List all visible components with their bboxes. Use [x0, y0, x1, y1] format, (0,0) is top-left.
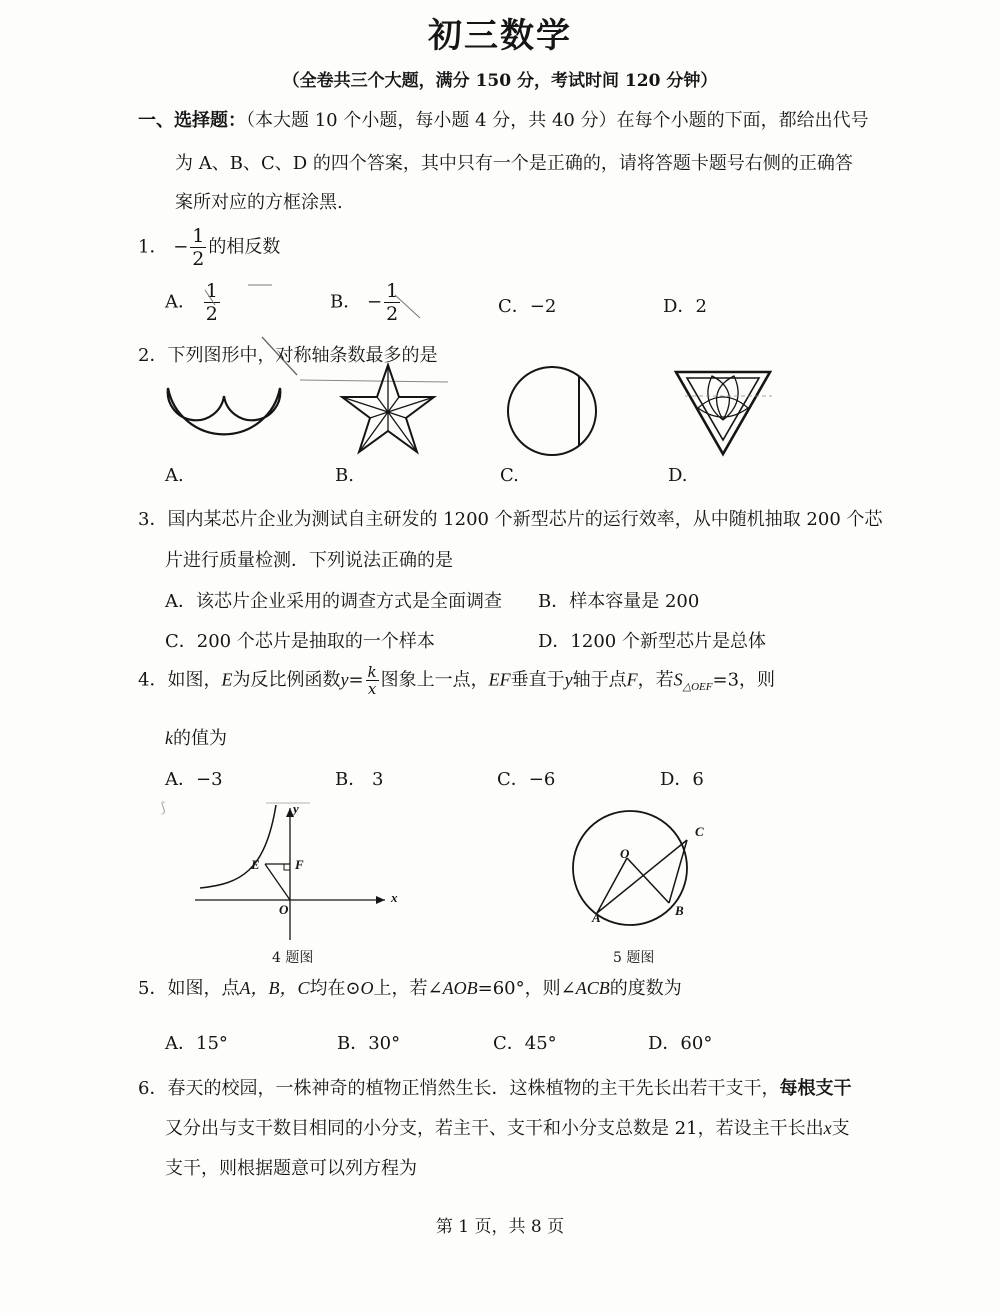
fraction-k-over-x — [366, 664, 379, 697]
denominator: 2 — [192, 248, 205, 270]
text: 轴于点 — [572, 669, 627, 691]
var-x: x — [823, 1118, 832, 1138]
figure-triangle-petals — [670, 362, 780, 462]
option-label: C． — [498, 296, 530, 317]
minus-sign: − — [173, 236, 189, 258]
text: 支 — [831, 1118, 850, 1139]
angle-AOB: AOB — [442, 978, 478, 998]
numerator: 1 — [192, 225, 205, 247]
denominator: 2 — [205, 303, 218, 325]
figure-circle-chord — [500, 360, 610, 465]
label-E: E — [251, 857, 260, 872]
question-text: 的相反数 — [208, 236, 281, 258]
text: 为反比例函数 — [232, 669, 341, 691]
question-text: 国内某芯片企业为测试自主研发的 1200 个新型芯片的运行效率，从中随机抽取 200 个芯 — [167, 509, 883, 530]
label-O: O — [279, 902, 289, 917]
label-O: O — [620, 846, 630, 861]
question-number: 5． — [138, 978, 168, 999]
pencil-scribble: ⟆ — [160, 800, 166, 816]
q5-option-b: B．30° — [337, 1033, 401, 1054]
q4-option-b: B． 3 — [335, 769, 384, 790]
option-value: 2 — [695, 296, 707, 317]
label-B: B — [675, 903, 684, 918]
question-6-line3: 支干，则根据题意可以列方程为 — [165, 1158, 417, 1179]
var-E: E — [221, 669, 233, 690]
option-label: A． — [165, 291, 196, 313]
label-F: F — [295, 857, 304, 872]
text: =60°，则∠ — [477, 978, 576, 999]
var-y: y — [564, 669, 573, 690]
page-title: 初三数学 — [428, 16, 572, 56]
q5-figure-caption: 5 题图 — [613, 950, 655, 966]
figure-star-shape — [335, 362, 445, 462]
shape-label-a: A. — [165, 465, 184, 486]
q4-figure-caption: 4 题图 — [272, 950, 314, 966]
question-4-line2 — [165, 724, 227, 750]
var-k: k — [165, 728, 173, 748]
text: =3，则 — [712, 669, 776, 691]
shape-label-c: C. — [500, 465, 519, 486]
q5-option-a: A．15° — [165, 1033, 228, 1054]
pencil-marks — [0, 0, 1000, 400]
numerator: 1 — [205, 280, 218, 302]
numerator: k — [367, 663, 377, 681]
text: 的值为 — [173, 728, 227, 749]
q3-option-b: B．样本容量是 200 — [538, 591, 700, 612]
points: A，B，C — [239, 978, 310, 998]
page-number: 第 1 页，共 8 页 — [435, 1217, 565, 1237]
var-y: y — [340, 669, 349, 690]
shape-label-b: B. — [335, 465, 354, 486]
equals: = — [348, 669, 364, 691]
q5-option-c: C．45° — [493, 1033, 557, 1054]
label-x: x — [391, 890, 398, 905]
question-text: 下列图形中，对称轴条数最多的是 — [167, 345, 438, 366]
text: 上，若∠ — [373, 978, 443, 999]
question-6 — [138, 1074, 851, 1100]
section-heading: 一、选择题： — [138, 110, 246, 131]
shape-label-d: D. — [668, 465, 688, 486]
question-3 — [138, 505, 883, 531]
q4-option-c: C．−6 — [497, 769, 556, 790]
q3-option-d: D．1200 个新型芯片是总体 — [538, 631, 766, 652]
numerator: 1 — [386, 280, 399, 302]
q4-option-a: A．−3 — [165, 769, 223, 790]
question-5 — [138, 974, 682, 1000]
question-text-bold: 每根支干 — [779, 1078, 852, 1099]
text: 图象上一点， — [380, 669, 489, 691]
section-desc-line2: 为 A、B、C、D 的四个答案，其中只有一个是正确的，请将答题卡题号右侧的正确答 — [175, 153, 853, 174]
label-A: A — [592, 910, 601, 925]
text: 均在⊙ — [309, 978, 361, 999]
text: 的度数为 — [609, 978, 682, 999]
var-EF: EF — [488, 669, 511, 690]
var-S: S — [673, 669, 683, 690]
text: ，若 — [637, 669, 674, 691]
text: 垂直于 — [510, 669, 565, 691]
option-label: B． — [330, 291, 362, 313]
text: 如图， — [167, 669, 222, 691]
q3-option-c: C．200 个芯片是抽取的一个样本 — [165, 631, 435, 652]
text: 又分出与支干数目相同的小分支，若主干、支干和小分支总数是 21，若设主干长出 — [165, 1118, 824, 1139]
section-desc-line3: 案所对应的方框涂黑. — [175, 192, 343, 213]
q3-option-a: A．该芯片企业采用的调查方式是全面调查 — [165, 591, 502, 612]
question-number: 2． — [138, 345, 168, 366]
question-4 — [138, 664, 775, 697]
denominator: 2 — [386, 303, 399, 325]
q5-option-d: D．60° — [648, 1033, 713, 1054]
question-number: 3． — [138, 509, 168, 530]
question-number: 1． — [138, 236, 168, 258]
figure-crescent-shape — [160, 380, 290, 455]
question-number: 6． — [138, 1078, 168, 1099]
label-C: C — [695, 824, 704, 839]
subscript: △OEF — [682, 681, 713, 694]
question-number: 4． — [138, 669, 168, 691]
question-text: 春天的校园，一株神奇的植物正悄然生长．这株植物的主干先长出若干支干， — [167, 1078, 780, 1099]
angle-ACB: ACB — [575, 978, 610, 998]
q4-option-d: D．6 — [660, 769, 704, 790]
minus-sign: − — [366, 291, 383, 313]
question-3-line2: 片进行质量检测．下列说法正确的是 — [165, 550, 453, 571]
text: 如图，点 — [167, 978, 240, 999]
section-desc-line1: （本大题 10 个小题，每小题 4 分，共 40 分）在每个小题的下面，都给出代号 — [246, 110, 869, 131]
label-y: y — [293, 801, 299, 816]
option-label: D． — [663, 296, 696, 317]
denominator: x — [367, 680, 377, 698]
option-value: −2 — [529, 296, 557, 317]
q4-figure-hyperbola — [190, 800, 410, 950]
question-6-line2 — [165, 1114, 850, 1140]
var-F: F — [626, 669, 638, 690]
var-O: O — [360, 978, 374, 998]
exam-info: （全卷共三个大题，满分 150 分，考试时间 120 分钟） — [282, 71, 718, 91]
